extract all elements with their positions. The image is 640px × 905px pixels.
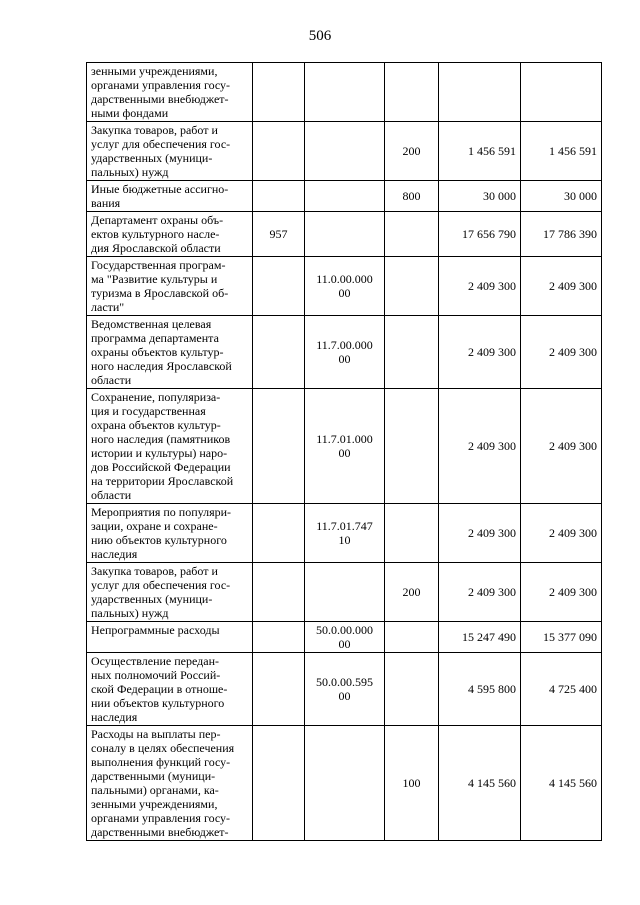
row-amount-year1: 2 409 300 xyxy=(439,563,521,622)
table-row xyxy=(87,212,602,257)
row-expense-type: 200 xyxy=(385,122,439,181)
row-target-code xyxy=(305,212,385,257)
table-row xyxy=(87,389,602,504)
row-amount-year1: 1 456 591 xyxy=(439,122,521,181)
row-amount-year1: 4 595 800 xyxy=(439,653,521,726)
row-amount-year1: 4 145 560 xyxy=(439,726,521,841)
row-expense-type: 200 xyxy=(385,563,439,622)
row-amount-year2: 2 409 300 xyxy=(521,257,602,316)
row-amount-year1: 15 247 490 xyxy=(439,622,521,653)
row-amount-year1: 30 000 xyxy=(439,181,521,212)
table-row xyxy=(87,63,602,122)
row-amount-year2: 2 409 300 xyxy=(521,389,602,504)
row-ministry-code xyxy=(253,563,305,622)
row-expense-type: 100 xyxy=(385,726,439,841)
row-ministry-code xyxy=(253,316,305,389)
row-amount-year2: 2 409 300 xyxy=(521,563,602,622)
row-amount-year2: 2 409 300 xyxy=(521,504,602,563)
row-ministry-code xyxy=(253,122,305,181)
page-number: 506 xyxy=(308,28,332,44)
row-amount-year1: 2 409 300 xyxy=(439,257,521,316)
row-target-code: 50.0.00.000 00 xyxy=(305,622,385,653)
row-target-code: 11.0.00.000 00 xyxy=(305,257,385,316)
row-expense-type xyxy=(385,653,439,726)
table-row xyxy=(87,316,602,389)
row-amount-year2: 17 786 390 xyxy=(521,212,602,257)
row-name: Мероприятия по популяри- зации, охране и сохране- нию объектов культурного наследия xyxy=(87,504,253,563)
row-name: Департамент охраны объ- ектов культурного насле- дия Ярославской области xyxy=(87,212,253,257)
row-expense-type xyxy=(385,316,439,389)
row-amount-year1 xyxy=(439,63,521,122)
table-row xyxy=(87,726,602,841)
row-ministry-code xyxy=(253,504,305,563)
row-amount-year1: 17 656 790 xyxy=(439,212,521,257)
row-name: зенными учреждениями, органами управления госу- дарственными внебюджет- ными фондами xyxy=(87,63,253,122)
row-amount-year2: 4 145 560 xyxy=(521,726,602,841)
budget-table-body xyxy=(87,63,602,841)
row-amount-year2: 30 000 xyxy=(521,181,602,212)
row-target-code xyxy=(305,63,385,122)
table-row xyxy=(87,622,602,653)
row-name: Иные бюджетные ассигно- вания xyxy=(87,181,253,212)
row-expense-type xyxy=(385,63,439,122)
row-amount-year2: 1 456 591 xyxy=(521,122,602,181)
row-amount-year2 xyxy=(521,63,602,122)
row-ministry-code xyxy=(253,389,305,504)
row-ministry-code xyxy=(253,653,305,726)
row-amount-year1: 2 409 300 xyxy=(439,316,521,389)
row-expense-type xyxy=(385,389,439,504)
row-target-code xyxy=(305,726,385,841)
row-amount-year1: 2 409 300 xyxy=(439,504,521,563)
row-amount-year1: 2 409 300 xyxy=(439,389,521,504)
table-row xyxy=(87,563,602,622)
row-target-code xyxy=(305,181,385,212)
row-amount-year2: 4 725 400 xyxy=(521,653,602,726)
row-name: Государственная програм- ма "Развитие культуры и туризма в Ярославской об- ласти" xyxy=(87,257,253,316)
row-ministry-code: 957 xyxy=(253,212,305,257)
table-row xyxy=(87,122,602,181)
table-row xyxy=(87,257,602,316)
row-target-code xyxy=(305,563,385,622)
table-row xyxy=(87,181,602,212)
row-name: Ведомственная целевая программа департамента охраны объектов культур- ного наследия Ярославской области xyxy=(87,316,253,389)
row-target-code: 11.7.01.747 10 xyxy=(305,504,385,563)
row-target-code: 11.7.01.000 00 xyxy=(305,389,385,504)
row-name: Закупка товаров, работ и услуг для обеспечения гос- ударственных (муници- пальных) нужд xyxy=(87,563,253,622)
row-expense-type xyxy=(385,212,439,257)
table-row xyxy=(87,653,602,726)
row-name: Сохранение, популяриза- ция и государственная охрана объектов культур- ного наследия (памятников истории и культуры) наро- дов Российской Федерации на территории Ярославской области xyxy=(87,389,253,504)
row-amount-year2: 2 409 300 xyxy=(521,316,602,389)
budget-table xyxy=(86,62,602,841)
row-ministry-code xyxy=(253,726,305,841)
row-expense-type xyxy=(385,504,439,563)
row-ministry-code xyxy=(253,63,305,122)
row-ministry-code xyxy=(253,622,305,653)
row-expense-type xyxy=(385,257,439,316)
row-target-code: 11.7.00.000 00 xyxy=(305,316,385,389)
row-ministry-code xyxy=(253,257,305,316)
row-name: Осуществление передан- ных полномочий Россий- ской Федерации в отноше- нии объектов культурного наследия xyxy=(87,653,253,726)
table-row xyxy=(87,504,602,563)
row-expense-type: 800 xyxy=(385,181,439,212)
row-name: Расходы на выплаты пер- соналу в целях обеспечения выполнения функций госу- дарственными (муници- пальными) органами, ка- зенными учреждениями, органами управления госу- дарственными внебюджет- xyxy=(87,726,253,841)
row-ministry-code xyxy=(253,181,305,212)
row-target-code: 50.0.00.595 00 xyxy=(305,653,385,726)
row-name: Закупка товаров, работ и услуг для обеспечения гос- ударственных (муници- пальных) нужд xyxy=(87,122,253,181)
row-target-code xyxy=(305,122,385,181)
row-expense-type xyxy=(385,622,439,653)
row-amount-year2: 15 377 090 xyxy=(521,622,602,653)
row-name: Непрограммные расходы xyxy=(87,622,253,653)
